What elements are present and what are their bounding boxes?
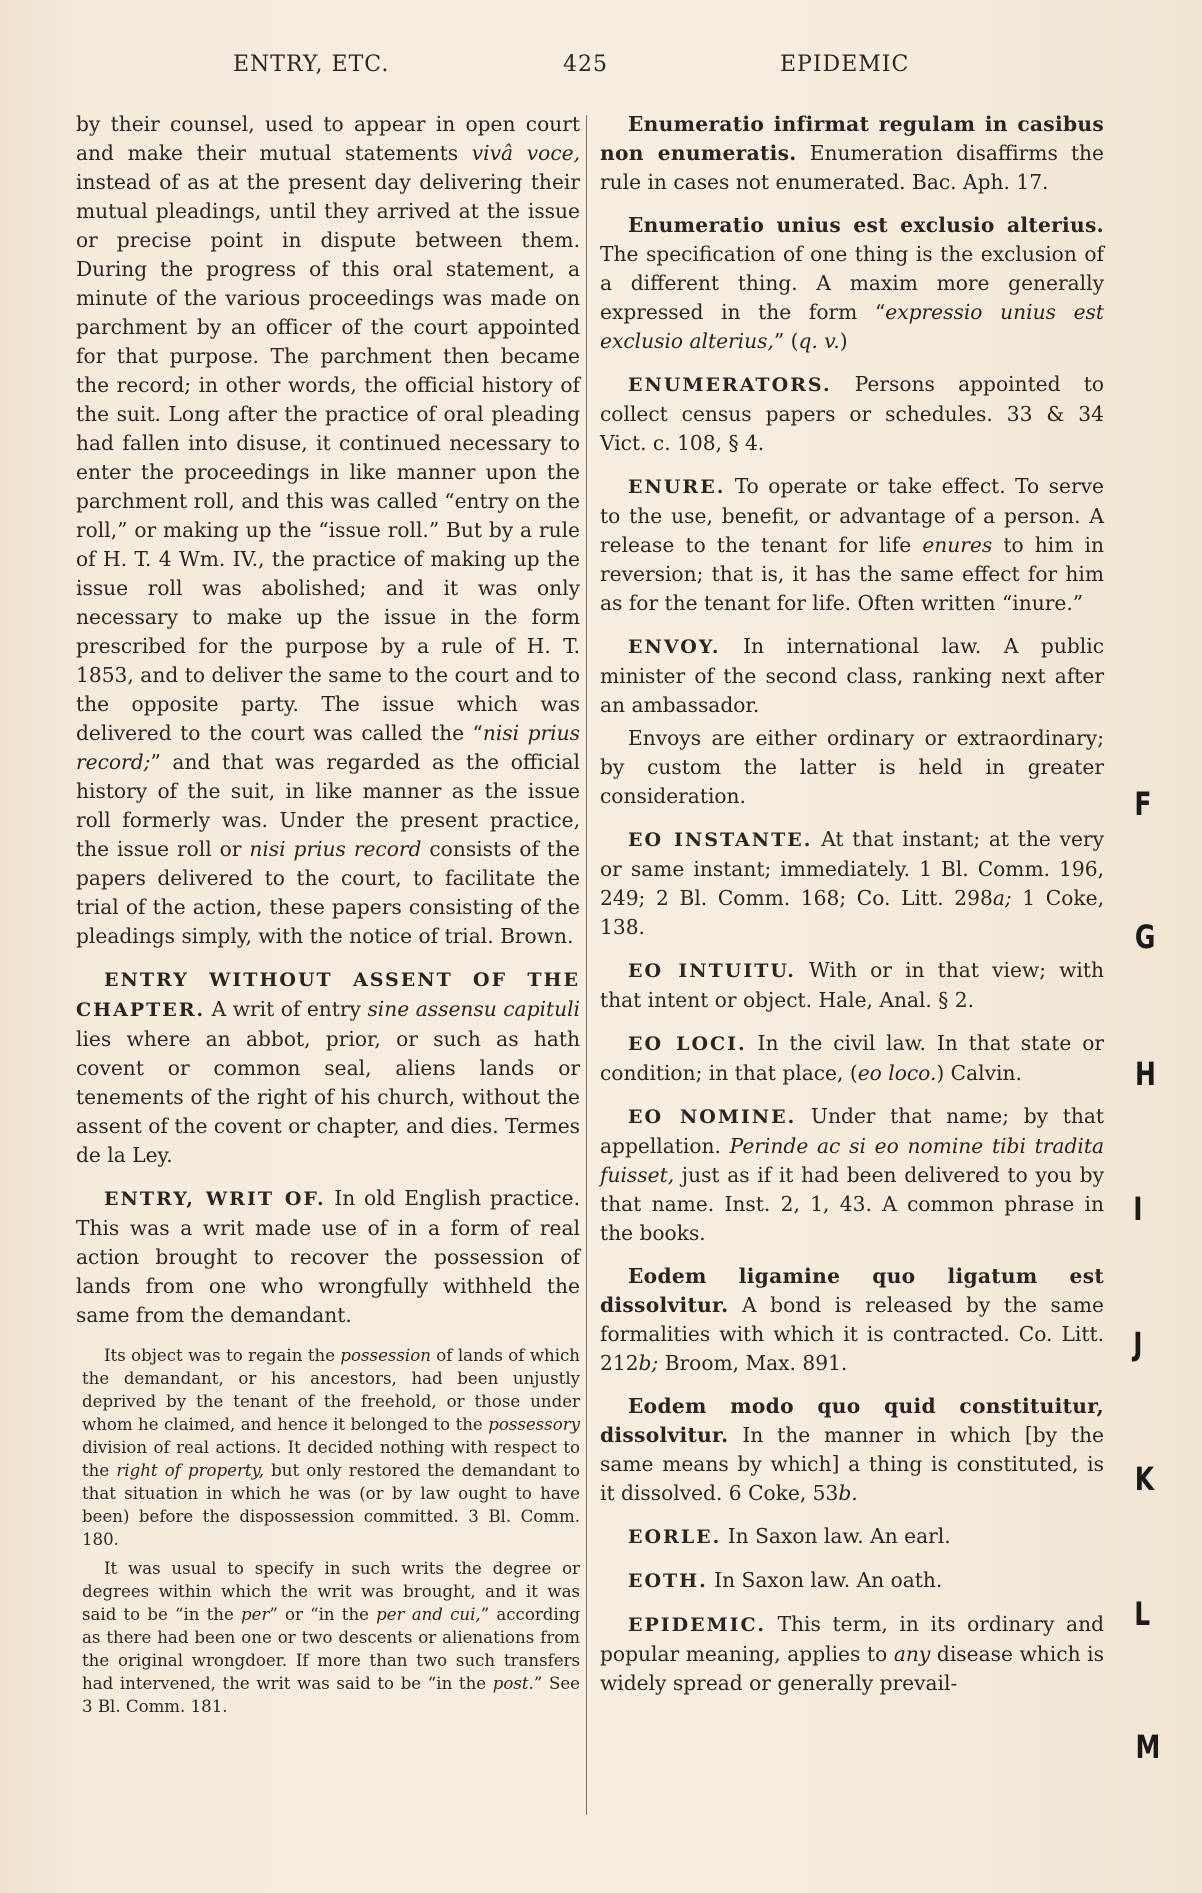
entry-text: In old English practice. This was a writ made use of in a form of real action brought to recover the possession of lands from one who wrongfully withheld the same from the demandant. [76,1186,580,1327]
entry-text: ) [839,329,848,353]
entry-enumeratio-infirmat [600,110,1104,197]
entry-text: instead of as at the present day delivering their mutual pleadings, until they arrived at the issue or precise point in dispute between them. During the progress of this oral statement, a minute of the various proceedings was made on parchment by an officer of the court appointed for that purpose. The parchment then became the record; in other words, the official history of the suit. Long after the practice of oral pleading had fallen into disuse, it continued necessary to enter the proceedings in like manner upon the parchment roll, and this was called “entry on the roll,” or making up the “issue roll.” But by a rule of H. T. 4 Wm. IV., the practice of making up the issue roll was abolished; and it was only necessary to make up the issue in the form prescribed for the purpose by a rule of H. T. 1853, and to deliver the same to the court and to the opposite party. The issue which was delivered to the court was called the “ [76,170,580,745]
entry-text: consists of the papers delivered to the court, to facilitate the trial of the action, these papers consisting of the pleadings simply, with the notice of trial. Brown. [76,837,580,948]
entry-text: This term, in its ordinary and popular meaning, applies to [600,1612,1104,1666]
entry-note [76,1344,580,1551]
headword: ENURE. [628,476,726,498]
entry-italic: expressio unius est exclusio alterius, [600,300,1104,353]
entry-text: The specification of one thing is the exclusion of a different thing. A maxim more generally expressed in the form “ [600,242,1104,324]
headword: EPIDEMIC. [628,1614,766,1636]
headword: Eodem modo quo quid constituitur, dissolvitur. [600,1394,1104,1447]
note-italic: per [241,1605,270,1624]
entry-italic: nisi prius record [249,837,422,861]
note-text: Its object was to regain the [104,1346,341,1365]
thumb-index-letter[interactable]: I [1133,1190,1143,1228]
entry-text: by their counsel, used to appear in open court and make their mutual statements [76,112,580,165]
headword: EO LOCI. [628,1033,747,1055]
entry-text: 1 Coke, 138. [600,886,1105,939]
headword: ENTRY WITHOUT ASSENT OF THE CHAPTER. [76,969,580,1021]
headword: EO NOMINE. [628,1106,797,1128]
note-italic: post. [492,1674,534,1693]
column-divider [586,115,587,1815]
note-italic: possessory [488,1415,580,1434]
entry-italic: Perinde ac si eo nomine tibi tradita fuisset, [600,1134,1104,1187]
header-left-guide-word: ENTRY, ETC. [233,52,390,77]
header-right-guide-word: EPIDEMIC [780,52,910,77]
headword: EORLE. [628,1526,722,1548]
entry-text: ) Calvin. [936,1061,1022,1085]
entry-enure [600,472,1104,618]
headword: EOTH. [628,1570,708,1592]
entry-italic: b. [838,1481,858,1505]
note-text: but only restored the demandant to that situation in which he was (or by law ought to have been) before the dispossession committed. 3 Bl. Comm. 180. [82,1461,581,1549]
page-number: 425 [563,52,608,77]
running-header [0,52,1202,92]
entry-text: In international law. A public minister of the second class, ranking next after an ambassador. [600,634,1104,717]
headword: EO INSTANTE. [628,829,813,851]
note-italic: possession [340,1346,431,1365]
note-text: division of real actions. It decided nothing with respect to the [82,1438,580,1480]
entry-text: Envoys are either ordinary or extraordinary; by custom the latter is held in greater consideration. [600,726,1104,808]
entry-text: lies where an abbot, prior, or such as hath covent or common seal, aliens lands or tenements of the right of his church, without the assent of the covent or chapter, and dies. Termes de la Ley. [76,1027,580,1167]
entry-italic: enures [922,533,993,557]
entry-without-assent [76,965,580,1170]
entry-text: In Saxon law. An earl. [721,1524,951,1548]
entry-envoy-note [600,724,1104,811]
entry-italic: a; [992,886,1012,910]
thumb-index-letter[interactable]: K [1134,1460,1155,1498]
entry-italic: eo loco. [857,1061,937,1085]
entry-text: just as if it had been delivered to you by that name. Inst. 2, 1, 43. A common phrase in the books. [600,1163,1104,1245]
headword: ENUMERATORS. [628,374,832,396]
entry-text: disease which is widely spread or generally prevail- [600,1642,1104,1695]
thumb-index-letter[interactable]: F [1134,785,1152,823]
thumb-index-letter[interactable]: L [1134,1595,1151,1633]
entry-italic: b; [638,1351,659,1375]
note-italic: per and cui, [376,1605,481,1624]
entry-eodem-modo [600,1392,1104,1508]
note-italic: right of property, [116,1461,265,1480]
entry-text: ” and that was regarded as the official history of the suit, in like manner as the issue roll formerly was. Under the present practice, the issue roll or [76,750,580,861]
headword: ENTRY, WRIT OF. [104,1188,326,1210]
entry-eo-instante [600,825,1104,942]
entry-enumeratio-unius [600,211,1104,356]
entry-text: Broom, Max. 891. [658,1351,848,1375]
note-text: ” See 3 Bl. Comm. 181. [82,1674,580,1716]
note-text: of lands of which the demandant, or his ancestors, had been unjustly deprived by the tenant of the freehold, or those under whom he claimed, and hence it belonged to the [82,1346,580,1434]
right-column [600,110,1104,1712]
headword: Eodem ligamine quo ligatum est dissolvitur. [600,1264,1104,1317]
entry-eorle [600,1522,1104,1552]
entry-text: In the civil law. In that state or condition; in that place, ( [600,1031,1104,1085]
entry-text: With or in that view; with that intent or object. Hale, Anal. § 2. [600,958,1105,1012]
note-text: ” according as there had been one or two descents or alienations from the original wrongdoer. If more than two such transfers had intervened, the writ was said to be “in the [82,1605,580,1693]
headword: ENVOY. [628,636,721,658]
left-column [76,110,580,1724]
entry-note [76,1557,580,1718]
entry-text: At that instant; at the very or same instant; immediately. 1 Bl. Comm. 196, 249; 2 Bl. Comm. 168; Co. Litt. 298 [600,827,1104,910]
entry-text: A bond is released by the same formalities with which it is contracted. Co. Litt. 212 [600,1293,1104,1375]
headword: Enumeratio unius est exclusio alterius. [628,213,1104,237]
entry-italic: vivâ voce, [471,141,580,165]
entry-envoy [600,632,1104,720]
entry-text: In Saxon law. An oath. [707,1568,943,1592]
entry-writ-of [76,1184,580,1330]
note-text: It was usual to specify in such writs the degree or degrees within which the writ was brought, and it was said to be “in the [82,1559,580,1624]
entry-enumerators [600,370,1104,458]
entry-eo-intuitu [600,956,1104,1015]
entry-eodem-ligamine [600,1262,1104,1378]
entry-continuation [76,110,580,951]
thumb-index-letter[interactable]: J [1133,1325,1143,1363]
entry-italic: q. v. [798,329,840,353]
entry-text: To operate or take effect. To serve to the use, benefit, or advantage of a person. A release to the tenant for life [600,474,1104,557]
thumb-index-letter[interactable]: G [1134,918,1156,956]
entry-eo-nomine [600,1102,1104,1248]
entry-text: Under that name; by that appellation. [600,1104,1105,1158]
entry-eo-loci [600,1029,1104,1088]
entry-text: ” ( [773,329,799,353]
entry-italic: nisi prius record; [76,721,580,774]
thumb-index-letter[interactable]: M [1135,1728,1161,1766]
entry-text: A writ of entry [205,997,368,1021]
entry-text: Enumeration disaffirms the rule in cases not enumerated. Bac. Aph. 17. [600,141,1105,194]
entry-italic: any [893,1642,931,1666]
entry-italic: sine assensu capituli [367,997,581,1021]
entry-text: Persons appointed to collect census papers or schedules. 33 & 34 Vict. c. 108, § 4. [600,372,1104,455]
entry-text: In the manner in which [by the same means by which] a thing is constituted, is it dissolved. 6 Coke, 53 [600,1423,1104,1505]
entry-eoth [600,1566,1104,1596]
entry-text: to him in reversion; that is, it has the same effect for him as for the tenant for life. Often written “inure.” [600,533,1104,615]
thumb-index-letter[interactable]: H [1134,1055,1156,1093]
headword: EO INTUITU. [628,960,796,982]
note-text: ” or “in the [269,1605,377,1624]
headword: Enumeratio infirmat regulam in casibus non enumeratis. [600,112,1104,165]
entry-epidemic [600,1610,1104,1698]
